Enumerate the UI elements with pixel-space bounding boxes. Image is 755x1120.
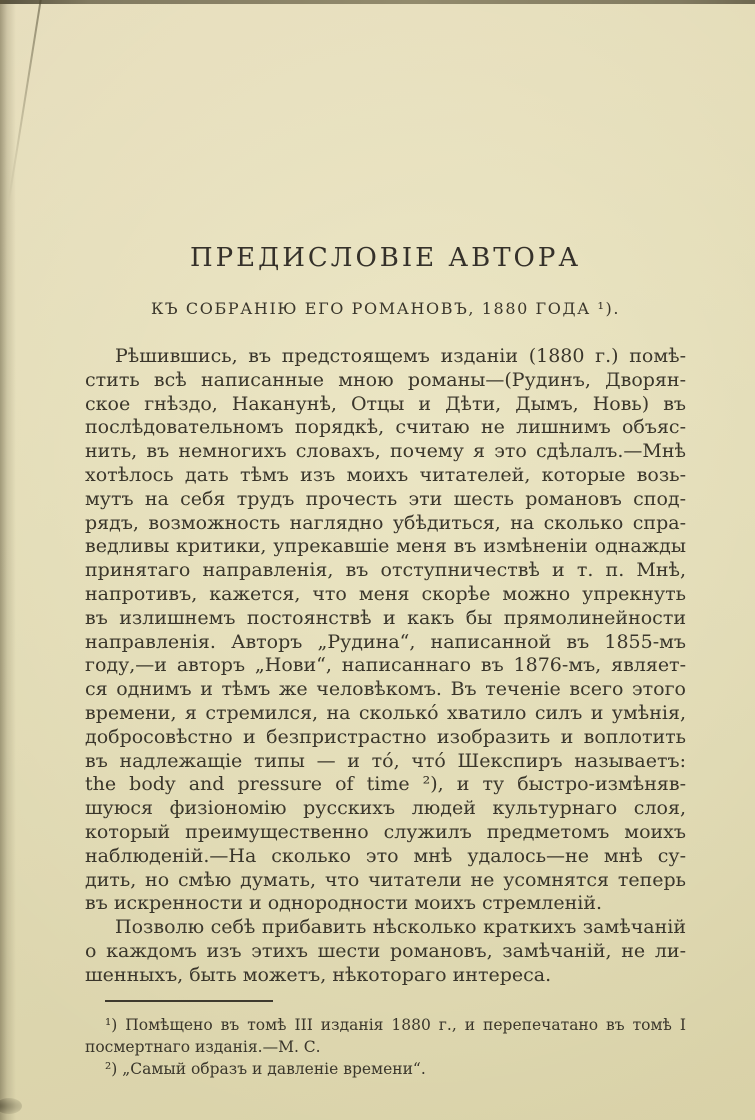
text-line: the body and pressure of time ²), и ту быстро-измѣняв- xyxy=(85,773,686,796)
footnotes xyxy=(85,1014,686,1080)
text-line: наблюденій.—На сколько это мнѣ удалось—не мнѣ су- xyxy=(85,844,686,867)
text-line: шенныхъ, быть можетъ, нѣкотораго интереса. xyxy=(85,963,552,986)
text-line: году,—и авторъ „Нови“, написаннаго въ 1876-мъ, являет- xyxy=(85,654,686,677)
text-line: который преимущественно служилъ предметомъ моихъ xyxy=(85,820,686,843)
page-subtitle: КЪ СОБРАНІЮ ЕГО РОМАНОВЪ, 1880 ГОДА ¹). xyxy=(150,299,621,318)
text-line: времени, я стремился, на сколько́ хватило силъ и умѣнія, xyxy=(85,701,686,724)
text-line: Рѣшившись, въ предстоящемъ изданіи (1880 г.) помѣ- xyxy=(115,345,686,367)
scan-corner-smudge xyxy=(0,1098,22,1114)
footnote-separator-rule xyxy=(105,1000,273,1002)
text-line: ся однимъ и тѣмъ же человѣкомъ. Въ теченіе всего этого xyxy=(85,678,686,701)
text-line: направленія. Авторъ „Рудина“, написанной въ 1855-мъ xyxy=(85,630,686,653)
page-title: ПРЕДИСЛОВІЕ АВТОРА xyxy=(189,243,582,273)
text-line: принятаго направленія, въ отступничествѣ и т. п. Мнѣ, xyxy=(85,559,686,582)
body-text xyxy=(85,345,686,988)
text-line: въ надлежащіе типы — и то́, что́ Шекспиръ называетъ: xyxy=(85,749,686,772)
text-line: въ искренности и однородности моихъ стремленій. xyxy=(85,892,603,915)
text-line: въ излишнемъ постоянствѣ и какъ бы прямолинейности xyxy=(85,606,686,629)
text-line: добросовѣстно и безпристрастно изобразить и воплотить xyxy=(85,725,686,748)
text-line: ведливы критики, упрекавшіе меня въ измѣненіи однажды xyxy=(85,535,686,558)
text-line: напротивъ, кажется, что меня скорѣе можно упрекнуть xyxy=(85,582,686,605)
text-line: посмертнаго изданія.—М. С. xyxy=(85,1038,321,1056)
text-line: ²) „Самый образъ и давленіе времени“. xyxy=(105,1060,426,1078)
text-line: дить, но смѣю думать, что читатели не усомнятся теперь xyxy=(85,868,686,891)
text-line: ¹) Помѣщено въ томѣ III изданія 1880 г., и перепечатано въ томѣ I xyxy=(105,1016,686,1034)
text-line: послѣдовательномъ порядкѣ, считаю не лишнимъ объяс- xyxy=(85,416,686,439)
text-line: нить, въ немногихъ словахъ, почему я это сдѣлалъ.—Мнѣ xyxy=(85,440,686,463)
text-line: Позволю себѣ прибавить нѣсколько краткихъ замѣчаній xyxy=(115,916,686,939)
text-line: стить всѣ написанные мною романы—(Рудинъ, Дворян- xyxy=(85,368,686,391)
text-line: шуюся физіономію русскихъ людей культурнаго слоя, xyxy=(85,797,686,820)
text-line: мутъ на себя трудъ прочесть эти шесть романовъ спод- xyxy=(85,487,686,510)
text-line: ское гнѣздо, Наканунѣ, Отцы и Дѣти, Дымъ, Новь) въ xyxy=(85,392,686,415)
scan-top-edge xyxy=(0,0,755,4)
text-line: хотѣлось дать тѣмъ изъ моихъ читателей, которые возь- xyxy=(85,463,686,486)
text-line: о каждомъ изъ этихъ шести романовъ, замѣчаній, не ли- xyxy=(85,939,686,962)
text-line: рядъ, возможность наглядно убѣдиться, на сколько спра- xyxy=(85,511,686,534)
